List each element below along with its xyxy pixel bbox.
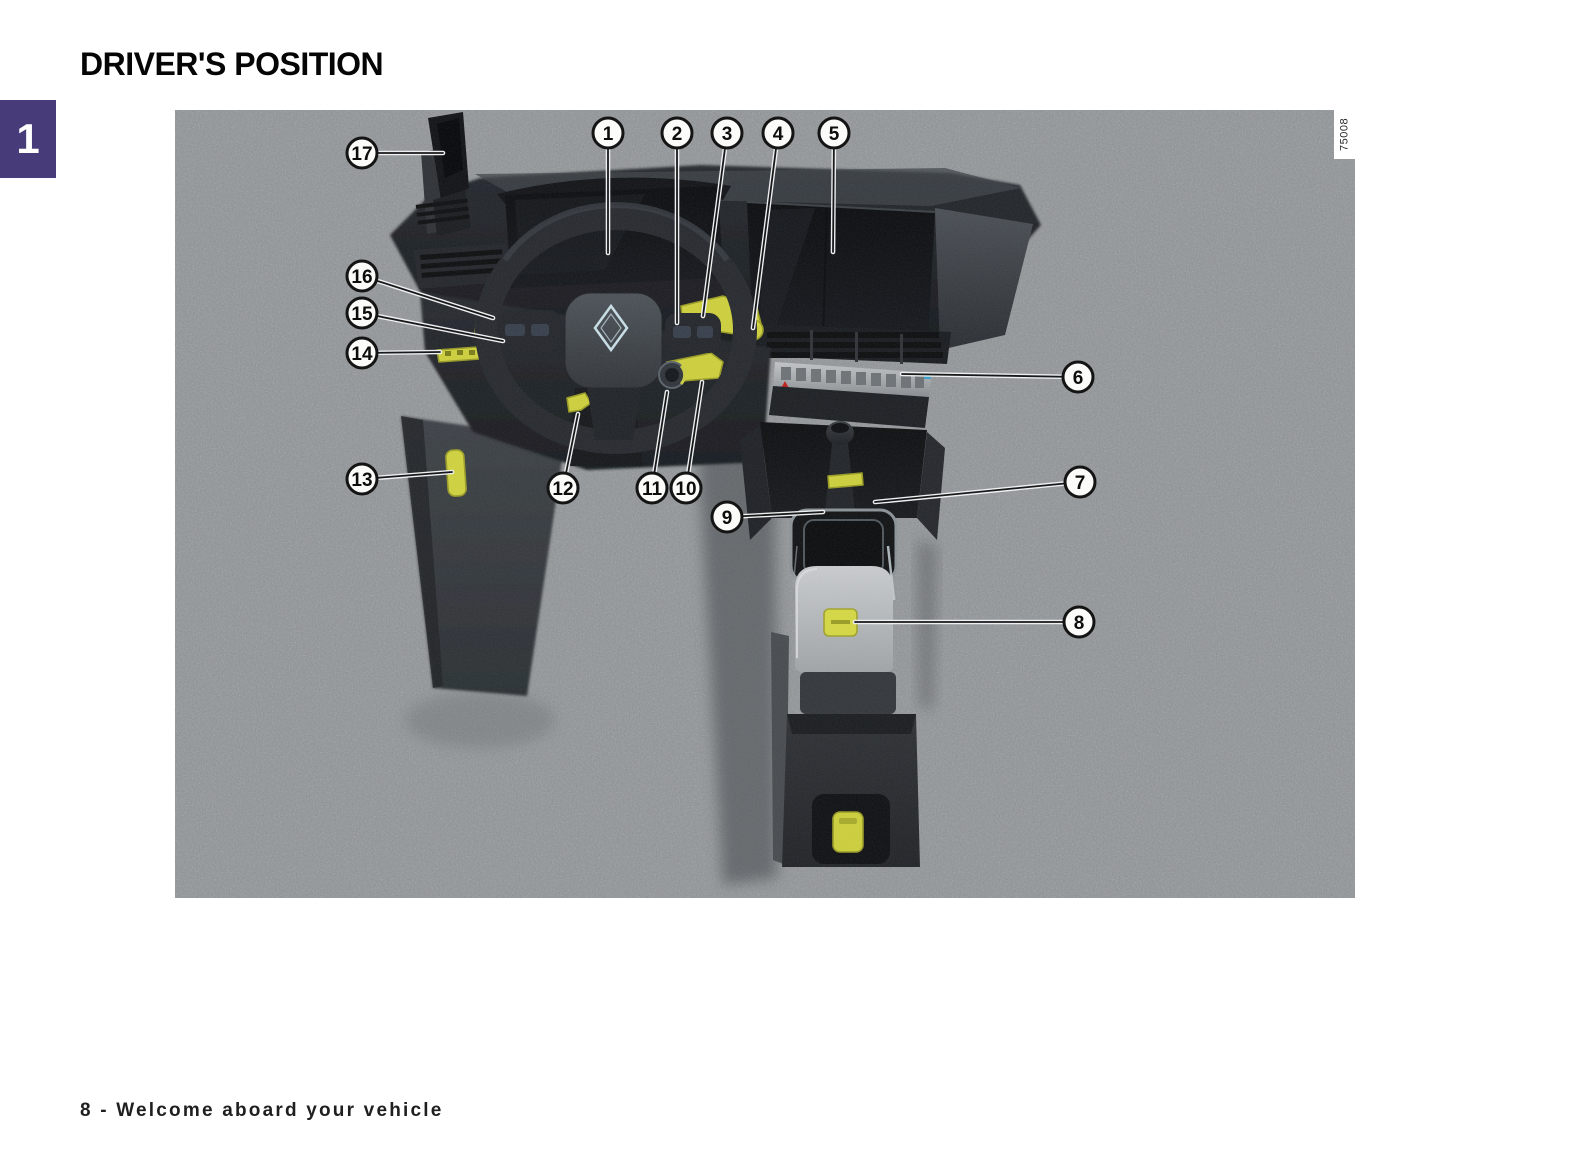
callout-number: 9 bbox=[721, 507, 733, 529]
chapter-tab bbox=[0, 100, 56, 178]
callout-number: 6 bbox=[1072, 367, 1084, 389]
callout-number: 11 bbox=[641, 478, 663, 500]
callout-number: 7 bbox=[1074, 472, 1086, 494]
callout-number: 5 bbox=[828, 123, 840, 145]
callout-number: 1 bbox=[602, 123, 614, 145]
callout-number: 8 bbox=[1073, 612, 1085, 634]
callout-number: 10 bbox=[675, 478, 697, 500]
chapter-tab-number: 1 bbox=[16, 115, 40, 162]
drivers-position-figure bbox=[175, 110, 1355, 898]
cockpit-illustration bbox=[175, 110, 1355, 898]
callout-number: 16 bbox=[351, 266, 373, 288]
callout-number: 4 bbox=[772, 123, 784, 145]
callout-number: 14 bbox=[351, 343, 373, 365]
callout-number: 3 bbox=[721, 123, 733, 145]
page-footer: 8 - Welcome aboard your vehicle bbox=[80, 1100, 444, 1121]
callout-number: 13 bbox=[351, 469, 373, 491]
page-title: DRIVER'S POSITION bbox=[80, 46, 384, 82]
callout-number: 2 bbox=[671, 123, 683, 145]
callout-number: 12 bbox=[552, 478, 574, 500]
callout-number: 17 bbox=[351, 143, 373, 165]
callout-number: 15 bbox=[351, 303, 373, 325]
callout-leader-line bbox=[833, 133, 834, 252]
figure-reference-number: 75008 bbox=[1334, 110, 1355, 159]
